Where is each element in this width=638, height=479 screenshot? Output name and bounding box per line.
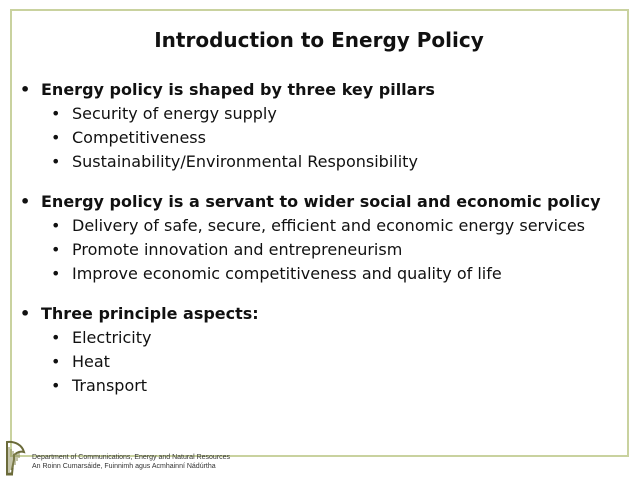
sub-bullet-electricity: [51, 326, 625, 350]
slide-title: Introduction to Energy Policy: [154, 28, 484, 52]
bullet-icon: •: [51, 264, 61, 283]
harp-icon: [1, 439, 27, 477]
bullet-icon: •: [51, 128, 61, 147]
bullet-text: Energy policy is shaped by three key pillars: [41, 80, 435, 99]
sub-bullet-transport: [51, 374, 625, 398]
org-name-english: Department of Communications, Energy and Natural Resources: [32, 454, 231, 461]
bullet-text: Transport: [72, 376, 148, 395]
bullet-text: Security of energy supply: [72, 104, 277, 123]
bullet-text: Delivery of safe, secure, efficient and economic energy services: [72, 216, 585, 235]
sub-bullet-security: [51, 102, 625, 126]
bullet-icon: •: [51, 328, 61, 347]
org-name-irish: An Roinn Cumarsáide, Fuinnimh agus Acmhainní Nádúrtha: [32, 463, 216, 470]
bullet-text: Improve economic competitiveness and quality of life: [72, 264, 502, 283]
slide-body: [20, 78, 625, 414]
bullet-servant: [20, 190, 625, 214]
bullet-icon: •: [51, 216, 61, 235]
sub-bullet-heat: [51, 350, 625, 374]
sub-bullet-innovation: [51, 238, 625, 262]
bullet-icon: •: [51, 376, 61, 395]
department-logo: [1, 439, 231, 477]
bullet-text: Three principle aspects:: [41, 304, 259, 323]
bullet-icon: •: [51, 152, 61, 171]
bullet-icon: •: [51, 240, 61, 259]
bullet-icon: •: [20, 80, 31, 99]
sub-bullet-sustainability: [51, 150, 625, 174]
bullet-icon: •: [20, 304, 31, 323]
servant-section: [20, 190, 625, 286]
sub-bullet-quality-of-life: [51, 262, 625, 286]
bullet-pillars: [20, 78, 625, 102]
bullet-text: Heat: [72, 352, 110, 371]
bullet-icon: •: [51, 352, 61, 371]
bullet-aspects: [20, 302, 625, 326]
bullet-icon: •: [51, 104, 61, 123]
bullet-text: Sustainability/Environmental Responsibility: [72, 152, 418, 171]
aspects-section: [20, 302, 625, 398]
sub-bullet-competitiveness: [51, 126, 625, 150]
sub-bullet-delivery: [51, 214, 625, 238]
bullet-text: Energy policy is a servant to wider social and economic policy: [41, 192, 601, 211]
bullet-text: Electricity: [72, 328, 152, 347]
bullet-icon: •: [20, 192, 31, 211]
pillars-section: [20, 78, 625, 174]
bullet-text: Promote innovation and entrepreneurism: [72, 240, 403, 259]
bullet-text: Competitiveness: [72, 128, 206, 147]
